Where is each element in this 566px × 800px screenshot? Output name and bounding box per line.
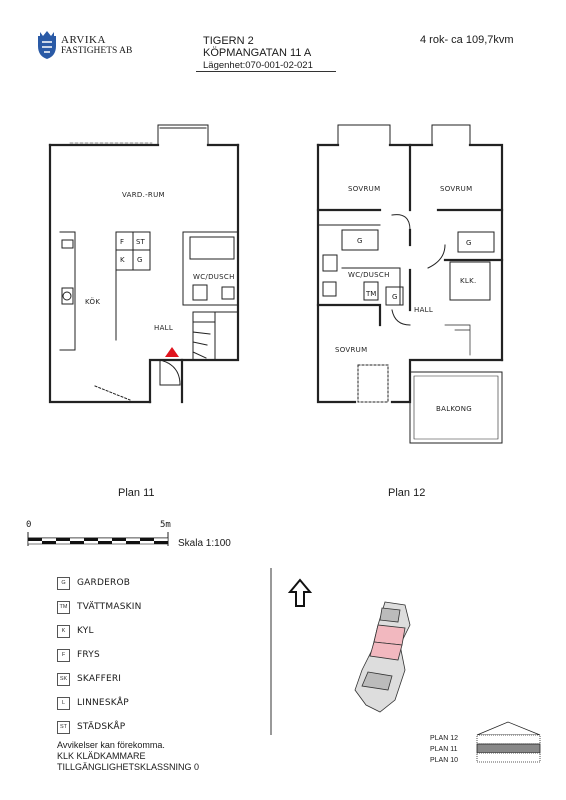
company-name-line2: FASTIGHETS AB xyxy=(61,46,133,56)
fixture-washing-machine: TM xyxy=(366,290,377,298)
legend-label: LINNESKÅP xyxy=(77,698,129,708)
scale-zero-label: 0 xyxy=(26,520,32,530)
legend-code: L xyxy=(57,697,70,710)
room-bedroom-1: SOVRUM xyxy=(348,185,381,193)
legend-label: GARDEROB xyxy=(77,578,131,588)
legend-code: TM xyxy=(57,601,70,614)
room-hall-plan12: HALL xyxy=(414,306,434,314)
north-arrow-icon xyxy=(290,580,310,606)
legend-label: STÄDSKÅP xyxy=(77,722,126,732)
room-bedroom-2: SOVRUM xyxy=(440,185,473,193)
floor-label-11: PLAN 11 xyxy=(430,746,458,753)
street-address: KÖPMANGATAN 11 A xyxy=(203,47,312,59)
fixture-cleaning-cabinet: ST xyxy=(136,238,145,246)
room-wc-plan11: WC/DUSCH xyxy=(193,273,235,281)
room-kitchen: KÖK xyxy=(85,298,101,306)
scale-ratio: Skala 1:100 xyxy=(178,538,231,549)
floor-stack xyxy=(477,722,540,762)
legend-row xyxy=(57,643,257,667)
klk-definition: KLK KLÄDKAMMARE xyxy=(57,751,146,761)
scale-bar xyxy=(28,532,168,546)
plan12-title: Plan 12 xyxy=(388,487,426,499)
legend-row xyxy=(57,691,257,715)
legend-code: ST xyxy=(57,721,70,734)
fixture-wardrobe-plan11: G xyxy=(137,256,143,264)
room-walk-in-closet: KLK. xyxy=(460,277,477,285)
fixture-fridge: K xyxy=(120,256,125,264)
legend-code: K xyxy=(57,625,70,638)
legend-label: FRYS xyxy=(77,650,100,660)
scale-five-label: 5m xyxy=(160,520,171,530)
site-plan-map xyxy=(355,602,410,712)
apartment-size: 4 rok- ca 109,7kvm xyxy=(420,34,514,46)
floor-label-10: PLAN 10 xyxy=(430,757,459,764)
legend-code: G xyxy=(57,577,70,590)
room-balcony: BALKONG xyxy=(436,405,472,413)
legend-code: F xyxy=(57,649,70,662)
legend-row xyxy=(57,667,257,691)
legend-code: SK xyxy=(57,673,70,686)
fixture-wardrobe-plan12-a: G xyxy=(357,237,363,245)
room-hall-plan11: HALL xyxy=(154,324,174,332)
legend-row xyxy=(57,595,257,619)
legend-row xyxy=(57,619,257,643)
room-living: VARD.-RUM xyxy=(122,191,165,199)
accessibility-class: TILLGÄNGLIGHETSKLASSNING 0 xyxy=(57,762,200,772)
fixture-freezer: F xyxy=(120,238,125,246)
plan11-title: Plan 11 xyxy=(118,487,155,499)
fixture-wardrobe-plan12-b: G xyxy=(466,239,472,247)
legend-row xyxy=(57,571,257,595)
room-wc-plan12: WC/DUSCH xyxy=(348,271,390,279)
floor-label-12: PLAN 12 xyxy=(430,735,459,742)
legend-label: TVÄTTMASKIN xyxy=(77,602,142,612)
property-name: TIGERN 2 xyxy=(203,35,254,47)
legend xyxy=(57,571,257,739)
plan12-walls xyxy=(318,145,502,402)
disclaimer-note: Avvikelser kan förekomma. xyxy=(57,740,165,750)
room-bedroom-3: SOVRUM xyxy=(335,346,368,354)
legend-row xyxy=(57,715,257,739)
company-name-line1: ARVIKA xyxy=(61,34,106,46)
fixture-wardrobe-plan12-c: G xyxy=(392,293,398,301)
apartment-number: Lägenhet:070-001-02-021 xyxy=(203,60,313,71)
entry-marker-icon xyxy=(165,347,179,357)
legend-label: SKAFFERI xyxy=(77,674,122,684)
legend-label: KYL xyxy=(77,626,94,636)
